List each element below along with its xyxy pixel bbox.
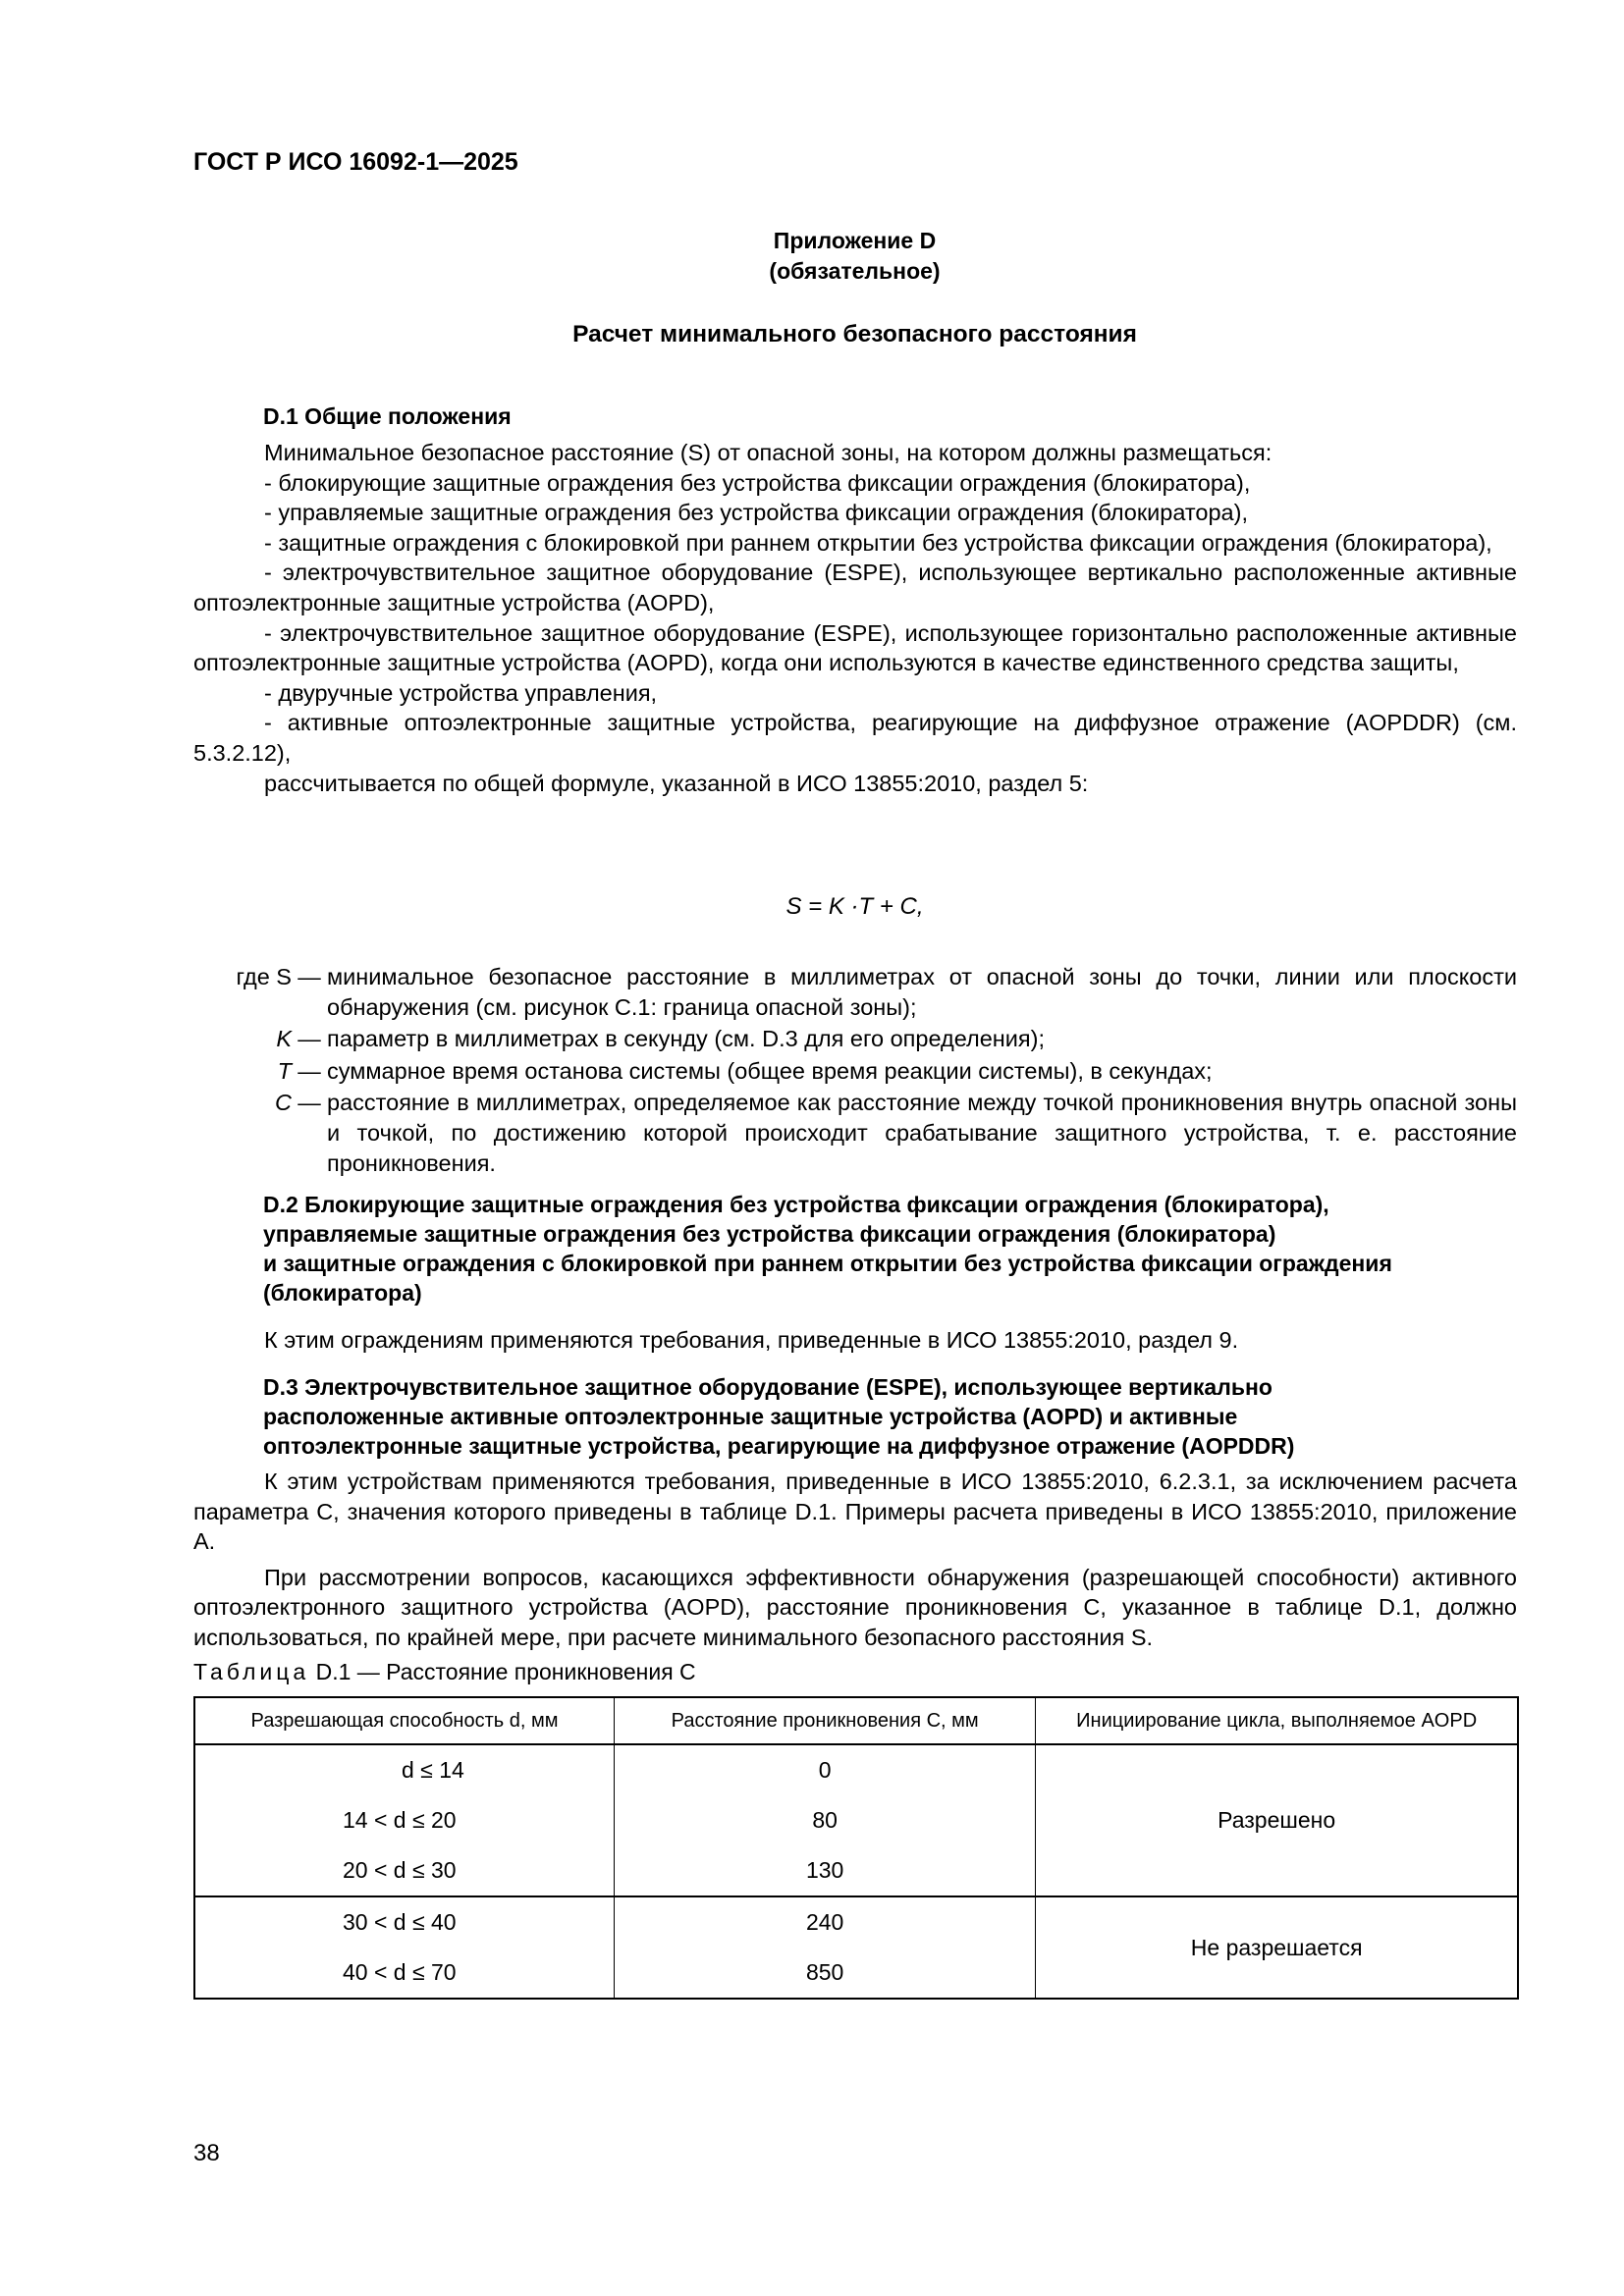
table-caption-word: Таблица [193,1659,310,1684]
cell-resolution: 30 < d ≤ 40 [194,1896,615,1948]
d1-item: - электрочувствительное защитное оборудование (ESPE), использующее горизонтально расположенные активные оптоэлектронные защитные устройства (AOPD), когда они используются в качестве единственного средства защиты, [193,619,1517,676]
document-header: ГОСТ Р ИСО 16092-1—2025 [193,148,518,176]
definition-label: K [276,1026,292,1052]
cell-resolution: 40 < d ≤ 70 [194,1948,615,1999]
definition-label: C [275,1090,292,1116]
section-d1-body [193,438,1517,798]
d2-text: К этим ограждениям применяются требования, приведенные в ИСО 13855:2010, раздел 9. [264,1327,1239,1353]
definition-s [193,962,1517,1022]
heading-line: расположенные активные оптоэлектронные защитные устройства (AOPD) и активные [263,1404,1238,1429]
d3-paragraph-1: К этим устройствам применяются требования, приведенные в ИСО 13855:2010, 6.2.3.1, за исключением расчета параметра С, значения которого приведены в таблице D.1. Примеры расчета приведены в ИСО 13855:2010, приложение А. [193,1468,1517,1555]
d1-item: - электрочувствительное защитное оборудование (ESPE), использующее вертикально расположенные активные оптоэлектронные защитные устройства (AOPD), [193,560,1517,615]
definition-text: параметр в миллиметрах в секунду (см. D.3 для его определения); [327,1026,1045,1052]
cell-distance: 0 [615,1744,1036,1795]
document-title: Расчет минимального безопасного расстояния [572,321,1137,347]
definition-label: где S [236,964,292,989]
table-caption-text: D.1 — Расстояние проникновения С [315,1659,696,1684]
definition-dash: — [298,964,321,989]
page-number: 38 [193,2140,220,2166]
definition-t [193,1056,1517,1087]
formula-definitions [193,962,1517,1180]
cell-resolution: 14 < d ≤ 20 [194,1795,615,1845]
table-row [194,1896,1518,1948]
header-distance: Расстояние проникновения С, мм [615,1697,1036,1744]
definition-c [193,1088,1517,1178]
d3-paragraph-2: При рассмотрении вопросов, касающихся эффективности обнаружения (разрешающей способности) активного оптоэлектронного защитного устройства (AOPD), расстояние проникновения С, указанное в таблице D.1, должно использоваться, по крайней мере, при расчете минимального безопасного расстояния S. [193,1564,1517,1650]
definition-dash: — [298,1057,321,1084]
section-d1-heading: D.1 Общие положения [263,403,512,429]
definition-dash: — [298,1090,321,1116]
definition-text: расстояние в миллиметрах, определяемое как расстояние между точкой проникновения внутрь опасной зоны и точкой, по достижению которой происходит срабатывание защитного устройства, т. е. расстояние проникновения. [327,1090,1517,1176]
annex-status: (обязательное) [769,258,941,284]
d1-item: - активные оптоэлектронные защитные устройства, реагирующие на диффузное отражение (AOPDDR) (см. 5.3.2.12), [193,710,1517,766]
formula: S = K ·T + C, [785,893,924,920]
d1-outro: рассчитывается по общей формуле, указанной в ИСО 13855:2010, раздел 5: [264,770,1089,796]
cell-resolution: d ≤ 14 [194,1744,615,1795]
d1-item: - защитные ограждения с блокировкой при раннем открытии без устройства фиксации ограждения (блокиратора), [264,529,1492,556]
cell-resolution: 20 < d ≤ 30 [194,1845,615,1896]
definition-text: минимальное безопасное расстояние в миллиметрах от опасной зоны до точки, линии или плоскости обнаружения (см. рисунок С.1: граница опасной зоны); [327,964,1517,1020]
cell-distance: 850 [615,1948,1036,1999]
section-d2-body [193,1325,1517,1356]
d1-intro: Минимальное безопасное расстояние (S) от опасной зоны, на котором должны размещаться: [264,440,1272,465]
definition-dash: — [298,1026,321,1052]
definition-k [193,1024,1517,1054]
definition-text: суммарное время останова системы (общее время реакции системы), в секундах; [327,1057,1213,1084]
penetration-distance-table [193,1696,1519,2000]
d1-item: - управляемые защитные ограждения без устройства фиксации ограждения (блокиратора), [264,500,1248,526]
heading-line: D.2 Блокирующие защитные ограждения без устройства фиксации ограждения (блокиратора), [263,1192,1329,1217]
d1-item: - двуручные устройства управления, [264,679,658,706]
heading-line: и защитные ограждения с блокировкой при раннем открытии без устройства фиксации ограждения [263,1251,1392,1276]
table-caption [193,1659,696,1685]
annex-title: Приложение D [773,228,937,253]
heading-line: оптоэлектронные защитные устройства, реагирующие на диффузное отражение (AOPDDR) [263,1433,1295,1459]
table-row [194,1744,1518,1795]
section-d3-heading [263,1372,1520,1461]
d1-item: - блокирующие защитные ограждения без устройства фиксации ограждения (блокиратора), [264,469,1251,496]
heading-line: (блокиратора) [263,1280,422,1306]
heading-line: D.3 Электрочувствительное защитное оборудование (ESPE), использующее вертикально [263,1374,1272,1400]
cell-distance: 130 [615,1845,1036,1896]
header-cycle-initiation: Инициирование цикла, выполняемое AOPD [1036,1697,1518,1744]
header-resolution: Разрешающая способность d, мм [194,1697,615,1744]
heading-line: управляемые защитные ограждения без устройства фиксации ограждения (блокиратора) [263,1221,1276,1247]
cell-cycle-status: Не разрешается [1036,1896,1518,1999]
definition-label: T [277,1057,292,1084]
section-d3-body [193,1467,1517,1653]
table-header-row [194,1697,1518,1744]
cell-distance: 240 [615,1896,1036,1948]
cell-distance: 80 [615,1795,1036,1845]
cell-cycle-status: Разрешено [1036,1744,1518,1896]
section-d2-heading [263,1190,1520,1308]
